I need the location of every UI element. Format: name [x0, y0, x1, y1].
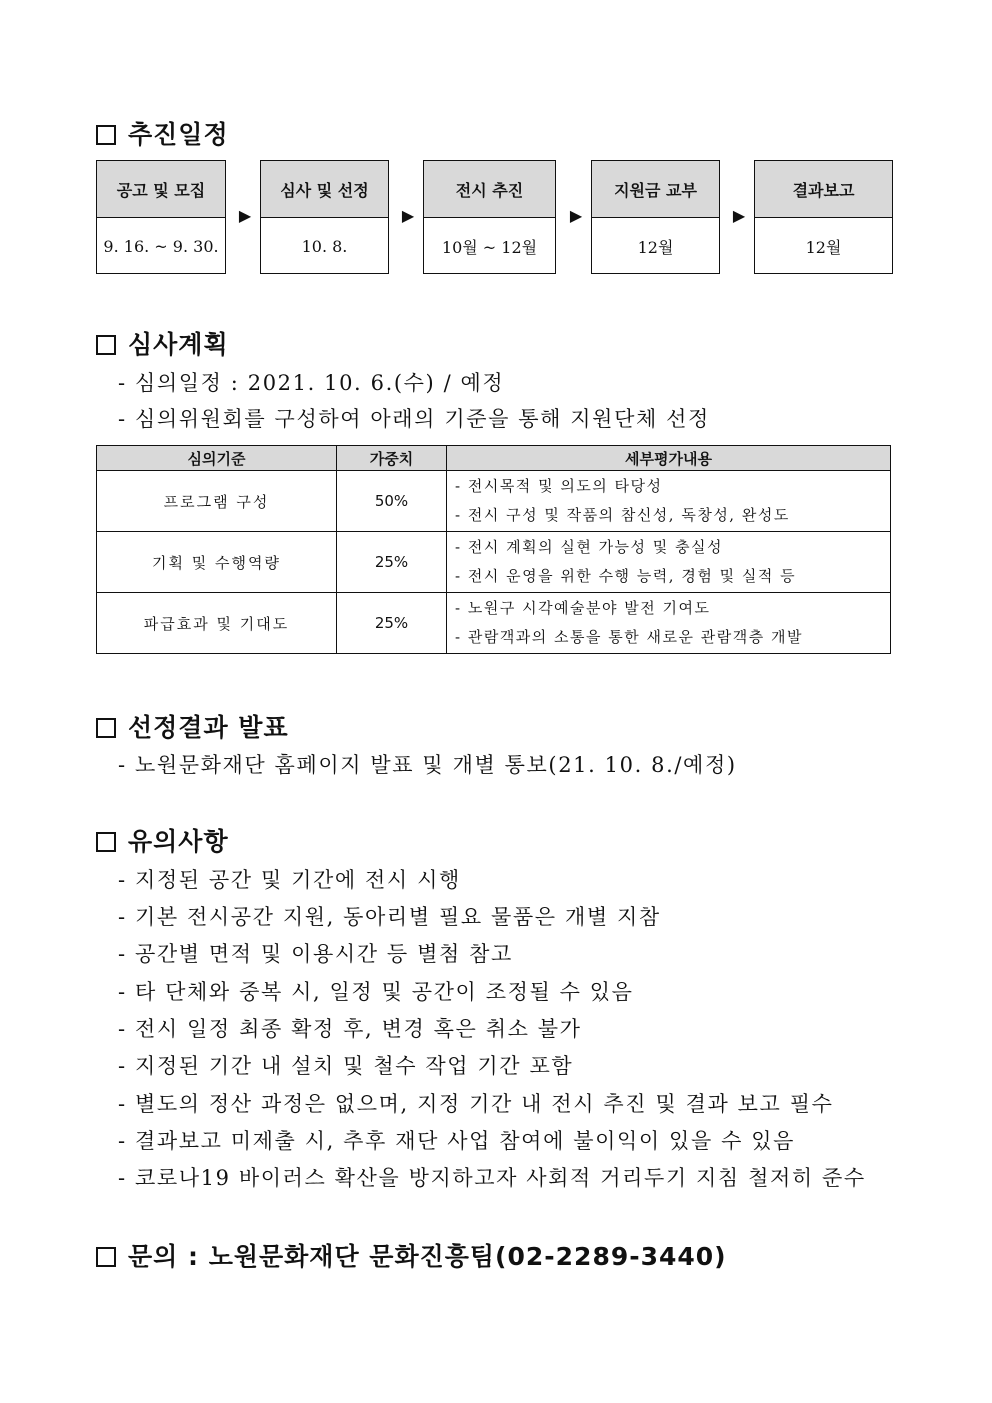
criterion-cell: 파급효과 및 기대도	[97, 593, 337, 654]
schedule-step-exhibition	[423, 160, 556, 274]
announce-bullet: - 노원문화재단 홈페이지 발표 및 개별 통보(21. 10. 8./예정)	[118, 753, 737, 777]
weight-cell: 25%	[337, 593, 447, 654]
review-bullet: - 심의위원회를 구성하여 아래의 기준을 통해 지원단체 선정	[118, 407, 710, 431]
weight-cell: 50%	[337, 471, 447, 532]
header-criterion: 심의기준	[97, 446, 337, 471]
table-row	[97, 471, 891, 532]
checkbox-square-icon	[96, 832, 116, 852]
note-bullet: - 별도의 정산 과정은 없으며, 지정 기간 내 전시 추진 및 결과 보고 필수	[118, 1092, 834, 1116]
step-label: 심사 및 선정	[261, 161, 388, 218]
detail-line: - 노원구 시각예술분야 발전 기여도	[455, 599, 711, 617]
criterion-cell: 기획 및 수행역량	[97, 532, 337, 593]
criterion-cell: 프로그램 구성	[97, 471, 337, 532]
section-title-schedule: 추진일정	[96, 115, 229, 151]
detail-line: - 전시 계획의 실현 가능성 및 충실성	[455, 538, 724, 556]
table-row	[97, 532, 891, 593]
note-bullet: - 타 단체와 중복 시, 일정 및 공간이 조정될 수 있음	[118, 980, 634, 1004]
schedule-step-review	[260, 160, 389, 274]
step-date: 12월	[637, 237, 674, 257]
note-bullet: - 공간별 면적 및 이용시간 등 별첨 참고	[118, 942, 513, 966]
arrow-right-icon: ▶	[569, 206, 583, 225]
checkbox-square-icon	[96, 718, 116, 738]
arrow-right-icon: ▶	[401, 206, 415, 225]
step-date: 10월 ~ 12월	[441, 237, 538, 257]
step-date: 9. 16. ~ 9. 30.	[103, 236, 219, 256]
details-cell	[447, 471, 891, 532]
step-label: 결과보고	[755, 161, 892, 218]
checkbox-square-icon	[96, 335, 116, 355]
section-title-announce: 선정결과 발표	[96, 708, 289, 744]
step-label: 지원금 교부	[592, 161, 719, 218]
schedule-step-funding	[591, 160, 720, 274]
note-bullet: - 지정된 공간 및 기간에 전시 시행	[118, 868, 461, 892]
checkbox-square-icon	[96, 125, 116, 145]
step-label: 공고 및 모집	[97, 161, 225, 218]
header-weight: 가중치	[337, 446, 447, 471]
table-row	[97, 593, 891, 654]
arrow-right-icon: ▶	[238, 206, 252, 225]
details-cell	[447, 532, 891, 593]
note-bullet: - 코로나19 바이러스 확산을 방지하고자 사회적 거리두기 지침 철저히 준수	[118, 1166, 866, 1190]
step-date: 12월	[805, 237, 842, 257]
note-bullet: - 결과보고 미제출 시, 추후 재단 사업 참여에 불이익이 있을 수 있음	[118, 1129, 796, 1153]
criteria-table	[96, 445, 891, 654]
section-title-contact: 문의 : 노원문화재단 문화진흥팀(02-2289-3440)	[96, 1237, 727, 1273]
schedule-step-recruit	[96, 160, 226, 274]
section-title-notes: 유의사항	[96, 822, 229, 858]
header-details: 세부평가내용	[447, 446, 891, 471]
note-bullet: - 지정된 기간 내 설치 및 철수 작업 기간 포함	[118, 1054, 574, 1078]
detail-line: - 전시 운영을 위한 수행 능력, 경험 및 실적 등	[455, 567, 797, 585]
details-cell	[447, 593, 891, 654]
detail-line: - 전시 구성 및 작품의 참신성, 독창성, 완성도	[455, 506, 790, 524]
arrow-right-icon: ▶	[732, 206, 746, 225]
note-bullet: - 전시 일정 최종 확정 후, 변경 혹은 취소 불가	[118, 1017, 582, 1041]
section-title-review: 심사계획	[96, 325, 229, 361]
detail-line: - 전시목적 및 의도의 타당성	[455, 477, 663, 495]
table-header-row	[97, 446, 891, 471]
review-bullet: - 심의일정 : 2021. 10. 6.(수) / 예정	[118, 371, 505, 395]
checkbox-square-icon	[96, 1247, 116, 1267]
step-label: 전시 추진	[424, 161, 555, 218]
schedule-step-report	[754, 160, 893, 274]
note-bullet: - 기본 전시공간 지원, 동아리별 필요 물품은 개별 지참	[118, 905, 661, 929]
detail-line: - 관람객과의 소통을 통한 새로운 관람객층 개발	[455, 628, 803, 646]
weight-cell: 25%	[337, 532, 447, 593]
step-date: 10. 8.	[301, 236, 348, 256]
